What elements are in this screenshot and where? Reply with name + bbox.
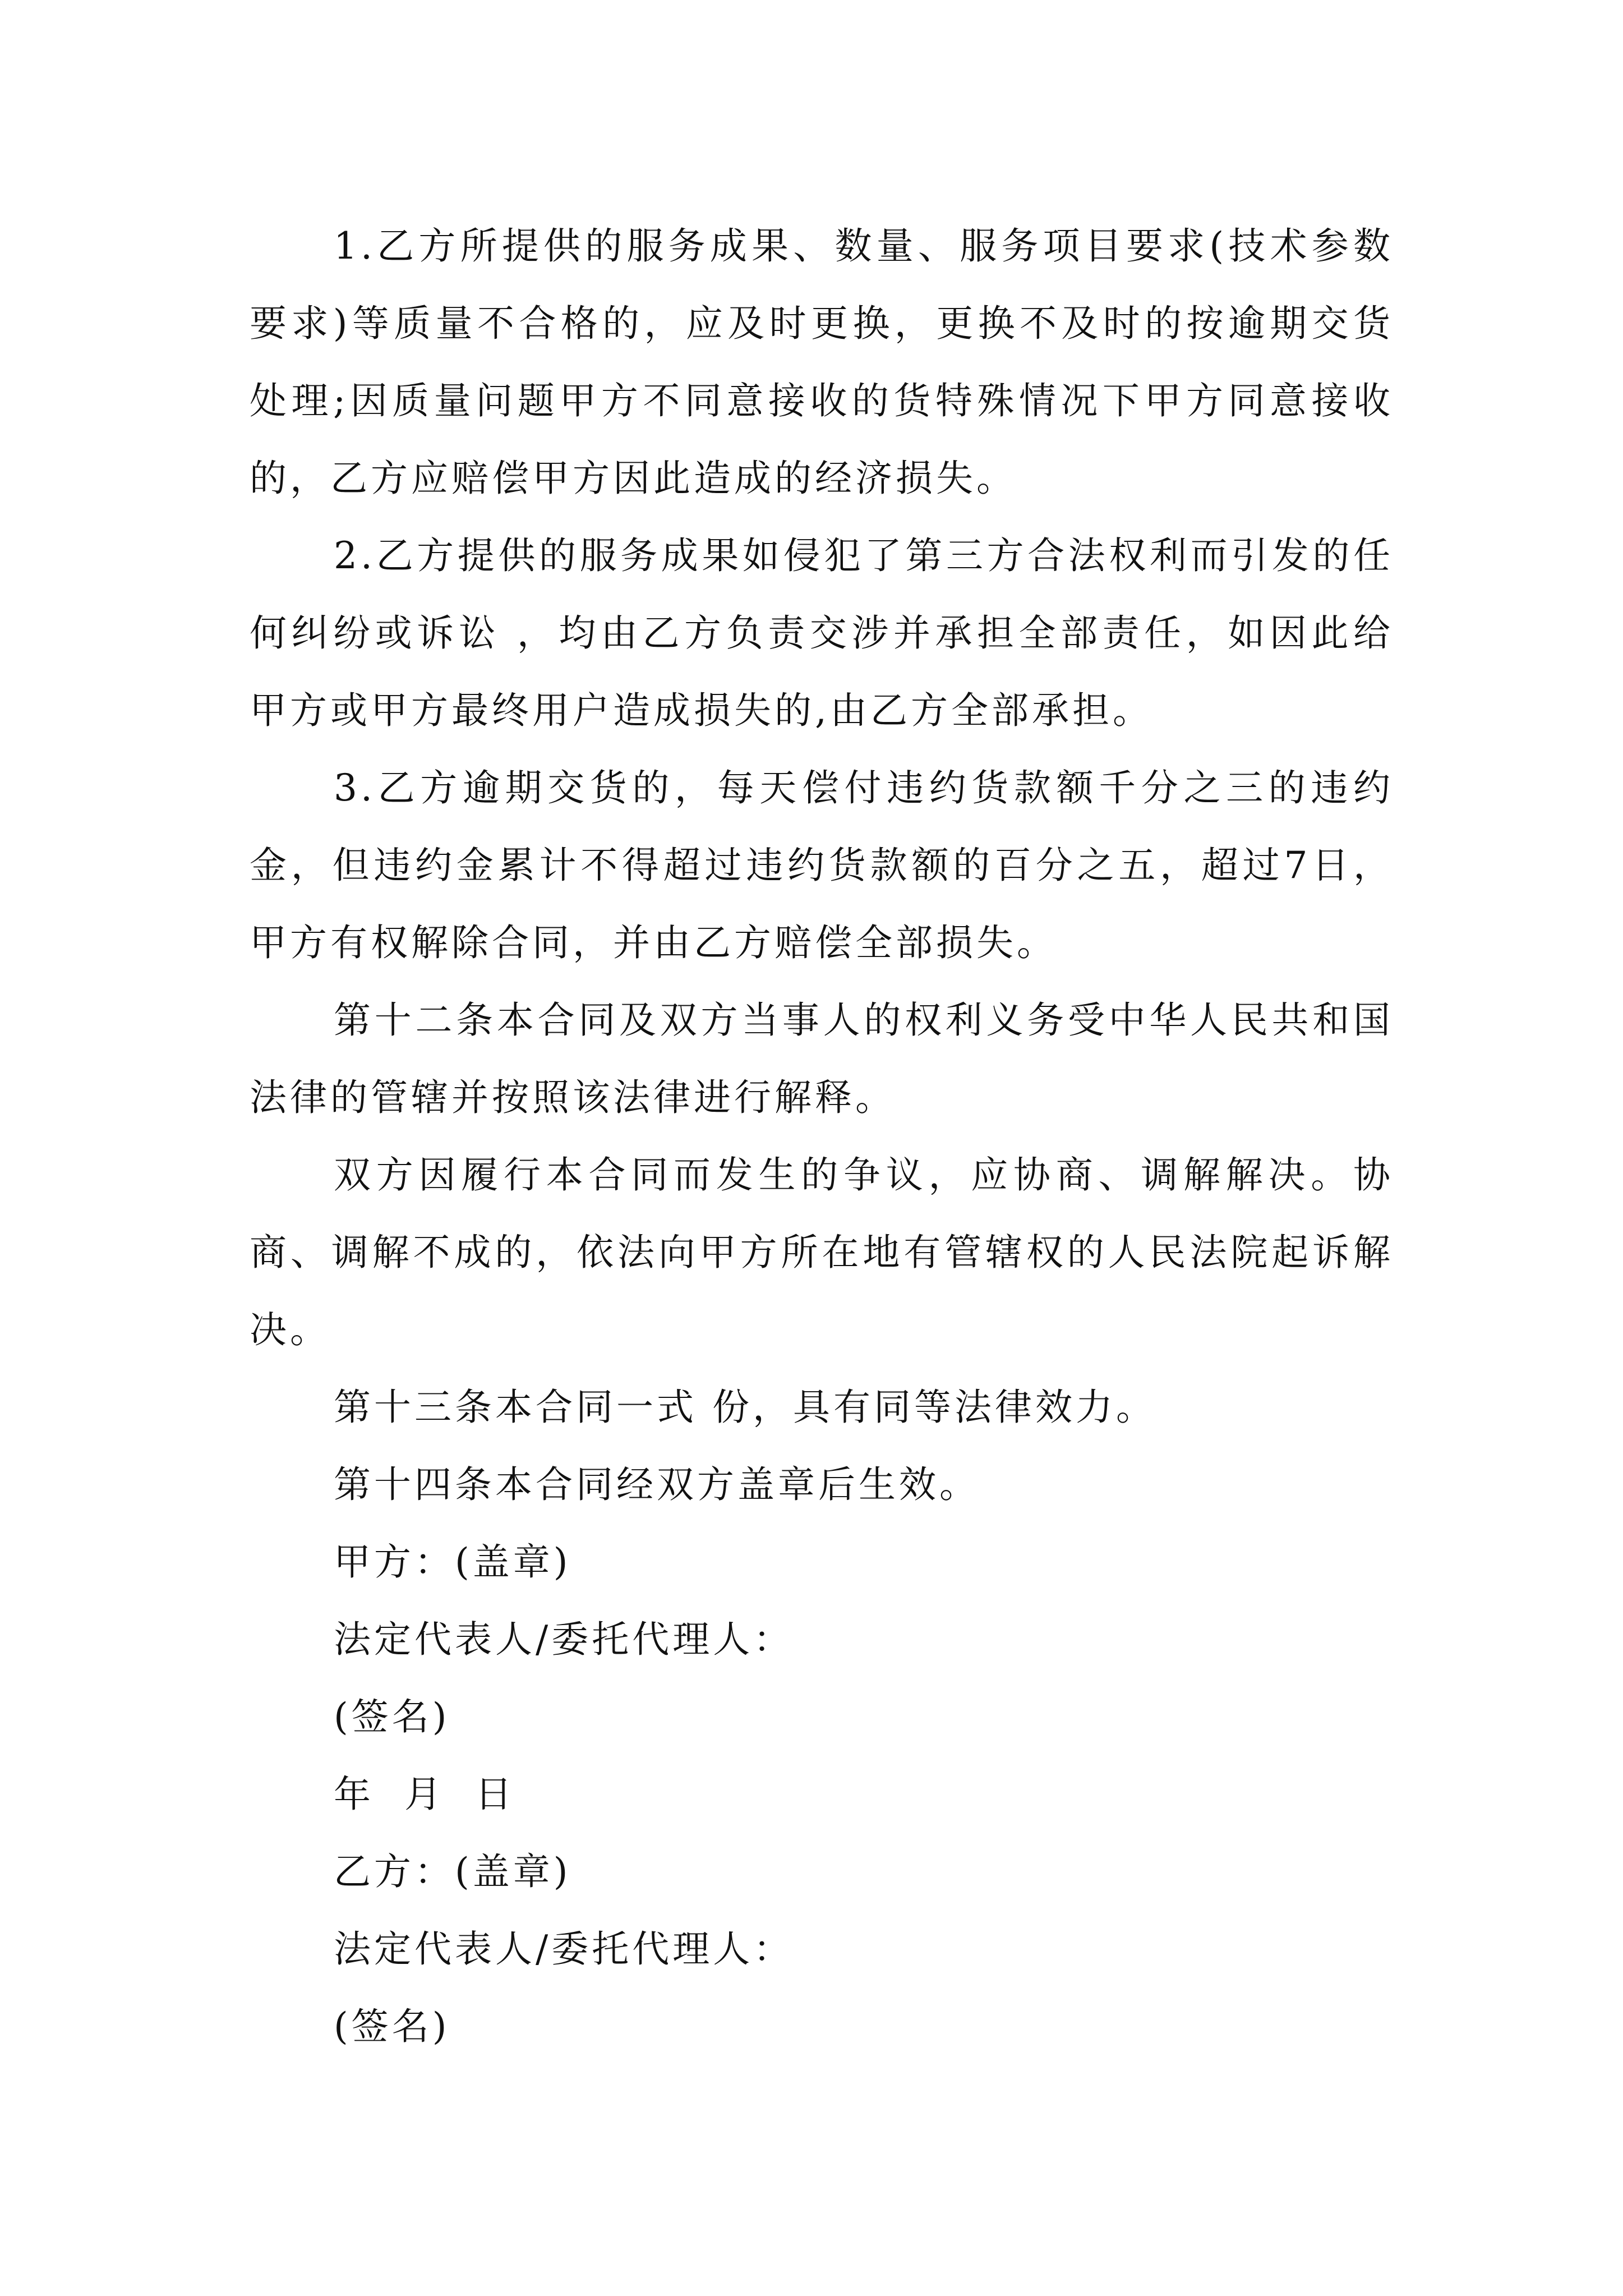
party-b-representative-line: 法定代表人/委托代理人：: [334, 1927, 794, 1971]
party-b-signature-line: (签名): [334, 2005, 450, 2048]
article-13-line: 第十三条本合同一式 份，具有同等法律效力。: [334, 1386, 1156, 1429]
date-line: 年 月 日: [334, 1773, 515, 1816]
article-12-paragraph: 第十二条本合同及双方当事人的权利义务受中华人民共和国法律的管辖并按照该法律进行解释。: [250, 999, 1394, 1119]
party-a-representative-line: 法定代表人/委托代理人：: [334, 1618, 794, 1661]
dispute-resolution-paragraph: 双方因履行本合同而发生的争议，应协商、调解解决。协商、调解不成的，依法向甲方所在地有管辖权的人民法院起诉解决。: [250, 1153, 1394, 1351]
clause-late-delivery-paragraph: 3.乙方逾期交货的，每天偿付违约货款额千分之三的违约金，但违约金累计不得超过违约货款额的百分之五，超过7日，甲方有权解除合同，并由乙方赔偿全部损失。: [250, 766, 1394, 964]
article-14-line: 第十四条本合同经双方盖章后生效。: [334, 1463, 980, 1506]
clause-quality-paragraph: 1.乙方所提供的服务成果、数量、服务项目要求(技术参数要求)等质量不合格的，应及时更换，更换不及时的按逾期交货处理;因质量问题甲方不同意接收的货特殊情况下甲方同意接收的，乙方应赔偿甲方因此造成的经济损失。: [250, 224, 1394, 500]
party-a-signature-line: (签名): [334, 1695, 450, 1738]
party-a-seal-line: 甲方：(盖章): [334, 1540, 571, 1584]
document-body: [250, 208, 1394, 2065]
clause-infringement-paragraph: 2.乙方提供的服务成果如侵犯了第三方合法权利而引发的任何纠纷或诉讼 ，均由乙方负责交涉并承担全部责任，如因此给甲方或甲方最终用户造成损失的,由乙方全部承担。: [250, 534, 1394, 732]
party-b-seal-line: 乙方：(盖章): [334, 1850, 571, 1893]
